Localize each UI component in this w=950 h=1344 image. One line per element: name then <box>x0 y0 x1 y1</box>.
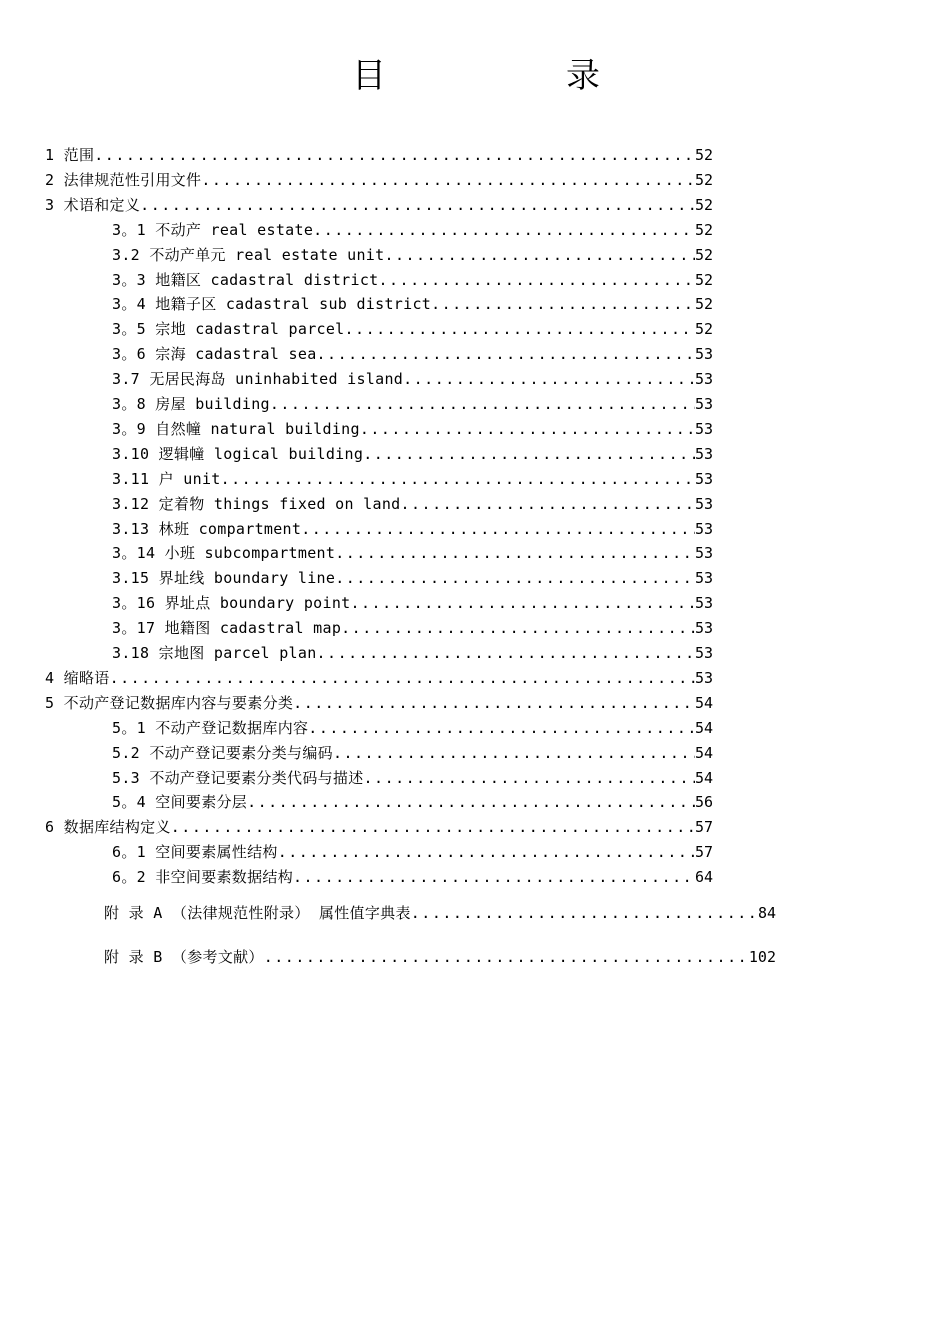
toc-entry-title: 6。2 非空间要素数据结构 <box>112 868 293 887</box>
toc-entry-title: 3。5 宗地 cadastral parcel <box>112 320 345 339</box>
toc-entry-title: 5。1 不动产登记数据库内容 <box>112 718 309 737</box>
toc-entry-title: 附 录 A （法律规范性附录） 属性值字典表 <box>104 904 411 922</box>
toc-subsection-entry[interactable] <box>112 741 713 765</box>
toc-page-number: 53 <box>694 619 713 638</box>
dot-leader <box>270 392 695 416</box>
toc-page-number: 52 <box>694 295 713 314</box>
title-char-left: 目 <box>352 56 386 96</box>
toc-entry-title: 3。6 宗海 cadastral sea <box>112 345 317 364</box>
toc-entry-title: 6 数据库结构定义 <box>45 818 171 837</box>
toc-appendix-entry[interactable] <box>104 901 776 925</box>
dot-leader <box>308 716 695 740</box>
toc-subsection-entry[interactable] <box>112 591 713 615</box>
toc-section-entry[interactable] <box>45 666 713 690</box>
toc-subsection-entry[interactable] <box>112 417 713 441</box>
dot-leader <box>317 342 695 366</box>
dot-leader <box>378 268 694 292</box>
toc-entry-title: 3 术语和定义 <box>45 195 141 214</box>
toc-section-entry[interactable] <box>45 143 713 167</box>
toc-subsection-entry[interactable] <box>112 716 713 740</box>
toc-page-number: 53 <box>694 569 713 588</box>
toc-entry-title: 3.12 定着物 things fixed on land <box>112 494 401 513</box>
toc-section-entry[interactable] <box>45 691 713 715</box>
toc-page-number: 52 <box>694 195 713 214</box>
toc-subsection-entry[interactable] <box>112 467 713 491</box>
dot-leader <box>431 292 695 316</box>
toc-subsection-entry[interactable] <box>112 541 713 565</box>
page-title <box>0 52 950 100</box>
toc-entry-title: 3。17 地籍图 cadastral map <box>112 619 342 638</box>
toc-entry-title: 3.13 林班 compartment <box>112 519 302 538</box>
dot-leader <box>351 591 695 615</box>
dot-leader <box>94 143 695 167</box>
toc-entry-title: 3。3 地籍区 cadastral district <box>112 270 379 289</box>
toc-subsection-entry[interactable] <box>112 392 713 416</box>
dot-leader <box>171 815 695 839</box>
toc-subsection-entry[interactable] <box>112 766 713 790</box>
toc-entry-title: 3。16 界址点 boundary point <box>112 594 351 613</box>
toc-page-number: 53 <box>694 494 713 513</box>
dot-leader <box>364 766 695 790</box>
toc-page-number: 53 <box>694 519 713 538</box>
dot-leader <box>317 641 695 665</box>
toc-entry-title: 5.3 不动产登记要素分类代码与描述 <box>112 768 364 787</box>
dot-leader <box>278 840 695 864</box>
toc-entry-title: 3。9 自然幢 natural building <box>112 419 360 438</box>
toc-subsection-entry[interactable] <box>112 865 713 889</box>
toc-page-number: 53 <box>694 395 713 413</box>
dot-leader <box>301 517 695 541</box>
toc-entry-title: 3。14 小班 subcompartment <box>112 544 336 563</box>
toc-page-number: 64 <box>694 868 713 887</box>
dot-leader <box>293 691 695 715</box>
toc-subsection-entry[interactable] <box>112 840 713 864</box>
toc-page-number: 54 <box>694 693 713 712</box>
toc-subsection-entry[interactable] <box>112 367 713 391</box>
toc-entry-title: 3。8 房屋 building <box>112 395 270 413</box>
dot-leader <box>384 243 694 267</box>
toc-subsection-entry[interactable] <box>112 292 713 316</box>
toc-page-number: 57 <box>694 843 713 862</box>
dot-leader <box>313 218 695 242</box>
toc-entry-title: 2 法律规范性引用文件 <box>45 170 202 189</box>
toc-entry-title: 3.18 宗地图 parcel plan <box>112 644 317 662</box>
dot-leader <box>403 367 695 391</box>
toc-entry-title: 3.7 无居民海岛 uninhabited island <box>112 370 404 389</box>
toc-subsection-entry[interactable] <box>112 268 713 292</box>
dot-leader <box>345 317 695 341</box>
dot-leader <box>110 666 695 690</box>
toc-page-number: 52 <box>694 320 713 339</box>
toc-entry-title: 5 不动产登记数据库内容与要素分类 <box>45 693 294 712</box>
title-char-right: 录 <box>566 56 600 96</box>
toc-page-number: 53 <box>694 345 713 364</box>
dot-leader <box>333 741 695 765</box>
toc-page-number: 53 <box>694 444 713 463</box>
toc-page-number: 53 <box>694 370 713 389</box>
toc-subsection-entry[interactable] <box>112 342 713 366</box>
dot-leader <box>247 790 695 814</box>
toc-page-number: 53 <box>694 469 713 488</box>
toc-subsection-entry[interactable] <box>112 243 713 267</box>
toc-page-number: 54 <box>694 743 713 762</box>
toc-entry-title: 3.2 不动产单元 real estate unit <box>112 245 385 264</box>
toc-appendix-entry[interactable] <box>104 945 776 969</box>
toc-page-number: 53 <box>694 668 713 687</box>
toc-entry-title: 1 范围 <box>45 146 95 164</box>
dot-leader <box>335 566 695 590</box>
toc-entry-title: 3.11 户 unit <box>112 469 221 488</box>
toc-subsection-entry[interactable] <box>112 492 713 516</box>
toc-page-number: 102 <box>748 948 776 966</box>
dot-leader <box>201 168 695 192</box>
dot-leader <box>140 193 695 217</box>
dot-leader <box>411 901 758 925</box>
toc-page-number: 54 <box>694 718 713 737</box>
toc-page-number: 53 <box>694 419 713 438</box>
dot-leader <box>264 945 749 969</box>
dot-leader <box>363 442 695 466</box>
toc-subsection-entry[interactable] <box>112 218 713 242</box>
dot-leader <box>341 616 695 640</box>
toc-subsection-entry[interactable] <box>112 317 713 341</box>
toc-page-number: 84 <box>757 904 776 922</box>
toc-page-number: 53 <box>694 644 713 662</box>
toc-subsection-entry[interactable] <box>112 616 713 640</box>
toc-page-number: 53 <box>694 594 713 613</box>
toc-page-number: 52 <box>694 270 713 289</box>
toc-entry-title: 3。1 不动产 real estate <box>112 220 314 239</box>
dot-leader <box>360 417 695 441</box>
toc-entry-title: 3.10 逻辑幢 logical building <box>112 444 364 463</box>
toc-entry-title: 5.2 不动产登记要素分类与编码 <box>112 743 333 762</box>
toc-page-number: 52 <box>694 146 713 164</box>
toc-subsection-entry[interactable] <box>112 790 713 814</box>
toc-page-number: 54 <box>694 768 713 787</box>
toc-entry-title: 附 录 B （参考文献） <box>104 948 264 966</box>
dot-leader <box>293 865 695 889</box>
toc-entry-title: 6。1 空间要素属性结构 <box>112 843 278 862</box>
toc-page-number: 53 <box>694 544 713 563</box>
toc-section-entry[interactable] <box>45 168 713 192</box>
dot-leader <box>401 492 695 516</box>
toc-subsection-entry[interactable] <box>112 641 713 665</box>
dot-leader <box>221 467 695 491</box>
dot-leader <box>335 541 695 565</box>
toc-subsection-entry[interactable] <box>112 566 713 590</box>
toc-entry-title: 5。4 空间要素分层 <box>112 793 248 812</box>
toc-page-number: 52 <box>694 220 713 239</box>
toc-section-entry[interactable] <box>45 815 713 839</box>
toc-entry-title: 3.15 界址线 boundary line <box>112 569 336 588</box>
toc-page-number: 52 <box>694 245 713 264</box>
toc-subsection-entry[interactable] <box>112 517 713 541</box>
toc-page-number: 52 <box>694 170 713 189</box>
toc-entry-title: 3。4 地籍子区 cadastral sub district <box>112 295 432 314</box>
toc-subsection-entry[interactable] <box>112 442 713 466</box>
toc-section-entry[interactable] <box>45 193 713 217</box>
toc-page-number: 57 <box>694 818 713 837</box>
toc-entry-title: 4 缩略语 <box>45 668 110 687</box>
toc-page-number: 56 <box>694 793 713 812</box>
